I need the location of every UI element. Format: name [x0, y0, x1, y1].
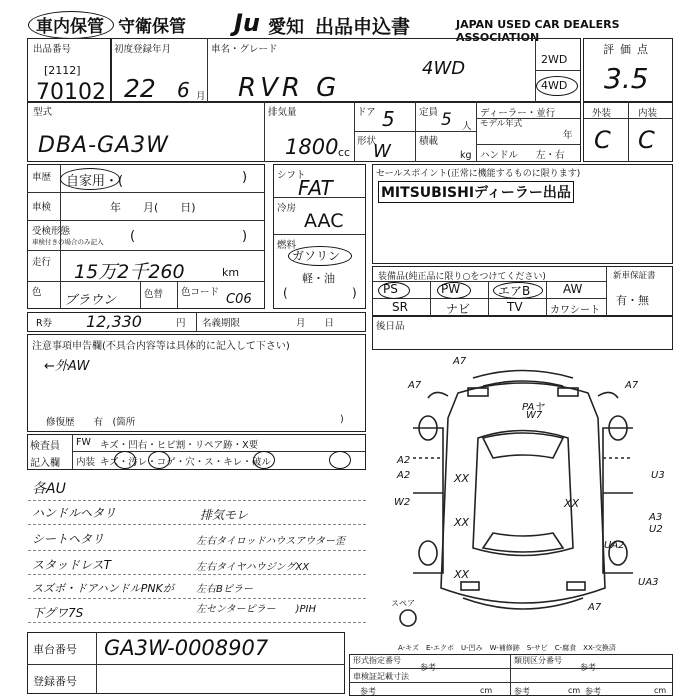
- history-paren: ): [242, 170, 248, 185]
- remark-4: スタッドレスT: [32, 558, 111, 572]
- mark-xx-3: XX: [564, 497, 580, 510]
- mark-u3: U3: [651, 470, 665, 481]
- stamp-guard-text: 守衛保管: [118, 17, 186, 37]
- mark-a2-1: A2: [397, 455, 411, 466]
- ju-logo: Ju: [234, 9, 261, 37]
- lot-small: [2112]: [44, 64, 81, 77]
- reg-label: 初度登録年月: [114, 44, 172, 55]
- handle-options: 左・右: [536, 150, 565, 161]
- mark-ua2: UA2: [604, 540, 625, 551]
- inspect-date: 年 月( 日): [110, 201, 196, 214]
- repair-label: 修復歴 有 (箇所: [46, 417, 136, 428]
- ac-equip-label: エアB: [498, 284, 531, 298]
- sales-box: [372, 164, 673, 264]
- sr-label: SR: [392, 300, 408, 314]
- chassis-label: 車台番号: [33, 643, 77, 656]
- name-value: RVR G: [238, 73, 341, 103]
- aw-label: AW: [563, 282, 583, 296]
- len-unit: cm: [480, 686, 493, 695]
- ext-value: C: [594, 126, 611, 154]
- model-value: DBA-GA3W: [38, 133, 169, 158]
- stamp-indoor-text: 車内保管: [36, 17, 104, 37]
- mark-a7-bottom: A7: [588, 602, 602, 613]
- reg-year: 22: [124, 74, 156, 103]
- mileage-unit: km: [222, 266, 240, 279]
- score-value: 3.5: [604, 62, 649, 95]
- notes-value: ←外AW: [44, 359, 90, 374]
- document-title: 出品申込書: [315, 16, 411, 38]
- lot-number: 70102: [36, 80, 106, 105]
- name-label: 車名・グレード: [211, 44, 278, 55]
- recycle-value: 12,330: [86, 312, 142, 331]
- len-ref: 参考: [360, 687, 376, 696]
- forms-sub: 車検付きの場合のみ記入: [32, 238, 104, 246]
- mileage-label: 走行: [32, 257, 52, 268]
- ext-label: 外装: [592, 108, 612, 119]
- code-value: C06: [226, 292, 252, 307]
- cap-label: 定員: [419, 107, 439, 118]
- inspect-label: 車検: [32, 202, 52, 213]
- remark-3: シートヘタリ: [32, 532, 105, 546]
- hgt-ref: 参考: [585, 687, 601, 696]
- code-label: 色コード: [181, 287, 220, 298]
- damage-legend: A-キズ E-エクボ U-凹み W-補修跡 S-サビ C-腐食 XX-交換済: [398, 644, 616, 652]
- sales-value: MITSUBISHIディーラー出品: [378, 181, 574, 203]
- fuel-light: 軽・油: [302, 272, 335, 285]
- wid-unit: cm: [568, 686, 581, 695]
- notes-label: 注意事項申告欄(不具合内容等は具体的に記入して下さい): [32, 341, 290, 352]
- sales-label: セールスポイント(正常に機能するものに限ります): [376, 169, 581, 179]
- ac-label: 冷房: [277, 203, 297, 214]
- mark-paya: PAヤ: [522, 402, 545, 413]
- remark-1: 各AU: [32, 481, 66, 497]
- remark-right-2: 排気モレ: [200, 508, 249, 522]
- type-ref: 参考: [580, 663, 596, 672]
- ac-value: AAC: [304, 210, 344, 232]
- wd2-label: 2WD: [541, 53, 568, 66]
- equip-label: 装備品(純正品に限り○をつけてください): [378, 272, 546, 282]
- score-label: 評価点: [603, 43, 654, 56]
- forms-label: 受検形態: [32, 226, 71, 237]
- warranty-label: 新車保証書: [613, 271, 656, 281]
- logo-aichi: 愛知: [268, 17, 304, 38]
- recycle-label: R券: [36, 318, 53, 329]
- title-label: 名義期限: [202, 318, 241, 329]
- fuel-value: ガソリン: [292, 249, 341, 263]
- color-value: ブラウン: [64, 293, 117, 308]
- doors-value: 5: [382, 107, 395, 131]
- mark-w2: W2: [394, 497, 411, 508]
- navi-label: ナビ: [446, 302, 471, 316]
- handle-label: ハンドル: [480, 150, 519, 161]
- inspector-row2: キズ・汚レ・コゲ・穴・ス・キレ・破ル: [100, 457, 271, 468]
- mileage-value: 15万2千260: [74, 261, 185, 283]
- wid-ref: 参考: [514, 687, 530, 696]
- month-suffix: 月: [196, 91, 206, 102]
- recycle-yen: 円: [176, 318, 186, 329]
- spare-label: スペア: [391, 599, 415, 608]
- remark-6: 下ク゚ワ7S: [32, 606, 84, 620]
- tv-label: TV: [507, 300, 523, 314]
- leather-label: カワシート: [550, 305, 600, 316]
- forms-paren-close: ): [242, 229, 248, 244]
- rear-box: [372, 316, 673, 350]
- fuel-paren-open: (: [283, 286, 288, 300]
- fuel-paren-close: ): [352, 286, 357, 300]
- mark-a3: A3: [649, 512, 663, 523]
- len-label: 車検証記載寸法: [353, 672, 409, 681]
- shape-value: W: [373, 141, 391, 162]
- history-value: 自家用・(: [66, 174, 124, 189]
- color-label: 色: [32, 287, 42, 298]
- cc-label: 排気量: [268, 107, 297, 118]
- colorcode-label: 色替: [144, 289, 164, 300]
- doors-label: ドア: [357, 107, 376, 118]
- pw-label: PW: [441, 282, 461, 296]
- mark-a7-top: A7: [453, 356, 467, 367]
- remark-5: スズボ・ドアハンドルPNKが: [32, 582, 174, 595]
- approval-label: 形式指定番号: [353, 656, 401, 665]
- remark-right-5: 左右Bピラー: [196, 584, 253, 595]
- remark-2: ハンドルヘタリ: [32, 506, 117, 520]
- title-md: 月 日: [296, 318, 335, 329]
- rear-label: 後日品: [376, 321, 405, 332]
- cap-unit: 人: [462, 121, 472, 132]
- int-label: 内装: [638, 108, 658, 119]
- load-unit: kg: [460, 150, 472, 161]
- inspector-row1: キズ・凹右・ヒビ割・リペア跡・X要: [100, 440, 259, 451]
- hgt-unit: cm: [654, 686, 667, 695]
- inspector-label1: 検査員: [30, 441, 60, 452]
- mark-xx-1: XX: [454, 472, 470, 485]
- reg-number-label: 登録番号: [33, 675, 77, 688]
- year-suffix: 年: [563, 130, 573, 141]
- approval-ref: 参考: [420, 663, 436, 672]
- fw-label: FW: [76, 437, 91, 448]
- dealer-label: ディーラー・並行: [480, 108, 556, 119]
- fuel-label: 燃料: [277, 240, 297, 251]
- model-label: 型式: [33, 107, 53, 118]
- mark-xx-2: XX: [454, 516, 470, 529]
- mark-a7-left: A7: [408, 380, 422, 391]
- mark-a2-2: A2: [397, 470, 411, 481]
- chassis-value: GA3W-0008907: [104, 636, 269, 660]
- ps-label: PS: [383, 282, 398, 296]
- reg-month: 6: [177, 78, 190, 102]
- mark-u2: U2: [649, 524, 663, 535]
- repair-close: ): [340, 414, 344, 425]
- shift-label: シフト: [277, 170, 306, 181]
- inspector-label2: 記入欄: [30, 458, 60, 469]
- warranty-options: 有・無: [616, 294, 649, 307]
- mark-xx-4: XX: [454, 568, 470, 581]
- remark-right-6: 左センターピラー )PIH: [196, 604, 317, 615]
- cc-value: 1800: [285, 135, 339, 159]
- lot-label: 出品番号: [33, 44, 72, 55]
- mark-a7-right: A7: [625, 380, 639, 391]
- mark-ua3: UA3: [638, 577, 659, 588]
- cc-unit: cc: [338, 146, 351, 159]
- remark-right-4: 左右タイヤハウジングXX: [196, 562, 310, 573]
- mark-w7: W7: [526, 410, 543, 421]
- int-value: C: [638, 126, 655, 154]
- remark-right-3: 左右タイロッドハウスアウター歪: [196, 536, 345, 547]
- interior-label: 内装: [76, 457, 96, 468]
- load-label: 積載: [419, 136, 439, 147]
- cap-value: 5: [441, 110, 452, 130]
- type-label: 類別区分番号: [514, 656, 562, 665]
- modelyear-label: モデル年式: [480, 119, 523, 129]
- drive-value: 4WD: [422, 58, 466, 79]
- history-label: 車歴: [32, 172, 52, 183]
- wd4-label: 4WD: [541, 79, 568, 92]
- association-name: JAPAN USED CAR DEALERS ASSOCIATION: [456, 18, 620, 44]
- shape-label: 形状: [357, 136, 377, 147]
- forms-paren-open: (: [130, 229, 136, 244]
- shift-value: FAT: [298, 176, 333, 200]
